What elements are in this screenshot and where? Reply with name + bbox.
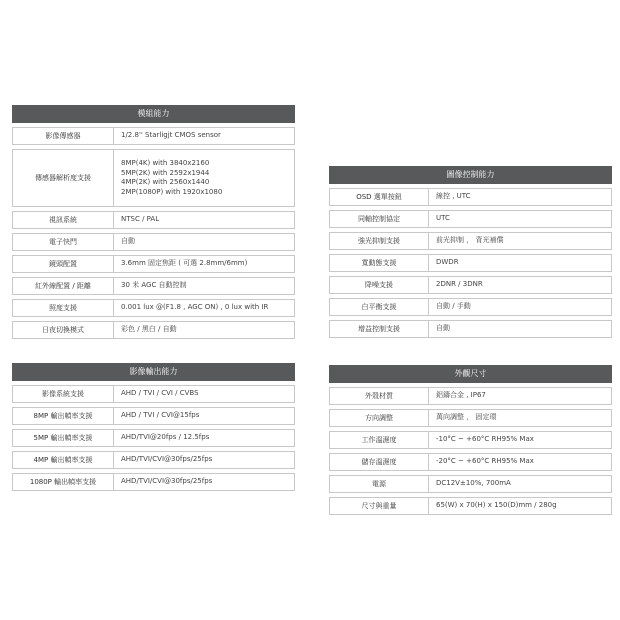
spec-label: 鏡頭配置: [13, 256, 114, 272]
spec-label: 視訊系統: [13, 212, 114, 228]
spec-label: 電源: [330, 476, 429, 492]
spec-value: 自動: [436, 324, 450, 333]
spec-row: [12, 429, 295, 447]
spec-label: 降噪支援: [330, 277, 429, 293]
spec-label: 影像系統支援: [13, 386, 114, 402]
spec-label: 增益控制支援: [330, 321, 429, 337]
spec-label: 儲存溫濕度: [330, 454, 429, 470]
spec-value: 30 米 AGC 自動控制: [121, 281, 187, 290]
spec-value: -10°C ~ +60°C RH95% Max: [436, 435, 534, 444]
spec-value: 前光抑制 ， 背光補償: [436, 236, 504, 245]
spec-label: 同軸控制協定: [330, 211, 429, 227]
spec-value: 自動 / 手動: [436, 302, 471, 311]
spec-row: [12, 385, 295, 403]
spec-row: [329, 232, 612, 250]
spec-row: [329, 497, 612, 515]
appearance-panel: [329, 365, 612, 515]
spec-row: [329, 210, 612, 228]
spec-value: UTC: [436, 214, 450, 223]
spec-label: 電子快門: [13, 234, 114, 250]
spec-row: [12, 299, 295, 317]
spec-label: 白平衡支援: [330, 299, 429, 315]
appearance-header: 外觀尺寸: [329, 365, 612, 383]
spec-row: [329, 276, 612, 294]
spec-value: 鋁鑄合金 , IP67: [436, 391, 486, 400]
output-header: 影像輸出能力: [12, 363, 295, 381]
spec-row: [329, 431, 612, 449]
spec-row: [329, 254, 612, 272]
module-header: 模組能力: [12, 105, 295, 123]
spec-label: 8MP 輸出幀率支援: [13, 408, 114, 424]
spec-value: AHD/TVI/CVI@30fps/25fps: [121, 455, 213, 464]
spec-value: -20°C ~ +60°C RH95% Max: [436, 457, 534, 466]
spec-row: [12, 127, 295, 145]
spec-row: [329, 188, 612, 206]
spec-value: DWDR: [436, 258, 459, 267]
spec-row: [12, 407, 295, 425]
spec-value: 自動: [121, 237, 135, 246]
spec-value: 65(W) x 70(H) x 150(D)mm / 280g: [436, 501, 557, 510]
spec-label: 1080P 輸出幀率支援: [13, 474, 114, 490]
spec-label: 強光抑制支援: [330, 233, 429, 249]
spec-value: AHD / TVI / CVI@15fps: [121, 411, 200, 420]
spec-value: 1/2.8'' Starligjt CMOS sensor: [121, 131, 221, 140]
spec-label: 紅外線配置 / 距離: [13, 278, 114, 294]
spec-row: [12, 451, 295, 469]
spec-row: [12, 149, 295, 207]
spec-label: 寬動態支援: [330, 255, 429, 271]
spec-label: 4MP 輸出幀率支援: [13, 452, 114, 468]
spec-label: 外殼材質: [330, 388, 429, 404]
spec-row: [329, 320, 612, 338]
spec-value: AHD/TVI@20fps / 12.5fps: [121, 433, 210, 442]
spec-value: 線控 , UTC: [436, 192, 471, 201]
spec-row: [12, 277, 295, 295]
spec-row: [12, 233, 295, 251]
spec-row: [12, 255, 295, 273]
spec-label: 影像傳感器: [13, 128, 114, 144]
spec-row: [329, 453, 612, 471]
spec-row: [329, 298, 612, 316]
spec-value: 3.6mm 固定焦距 ( 可選 2.8mm/6mm): [121, 259, 248, 268]
image-control-panel: [329, 166, 612, 338]
spec-value: 彩色 / 黑白 / 自動: [121, 325, 177, 334]
spec-value: 8MP(4K) with 3840x2160 5MP(2K) with 2592x1944 4MP(2K) with 2560x1440 2MP(1080P) with 1920x1080: [121, 159, 223, 196]
spec-row: [329, 475, 612, 493]
spec-value: 0.001 lux @(F1.8 , AGC ON) , 0 lux with IR: [121, 303, 269, 312]
spec-value: 萬向調整 ， 固定環: [436, 413, 497, 422]
spec-row: [12, 321, 295, 339]
spec-label: 日夜切換模式: [13, 322, 114, 338]
spec-value: AHD / TVI / CVI / CVBS: [121, 389, 199, 398]
spec-label: 工作溫濕度: [330, 432, 429, 448]
spec-value: 2DNR / 3DNR: [436, 280, 483, 289]
image-control-header: 圖像控制能力: [329, 166, 612, 184]
spec-row: [329, 409, 612, 427]
spec-label: 方向調整: [330, 410, 429, 426]
spec-label: OSD 選單按鈕: [330, 189, 429, 205]
spec-row: [12, 211, 295, 229]
spec-row: [329, 387, 612, 405]
spec-label: 傳感器解析度支援: [13, 150, 114, 206]
spec-value: NTSC / PAL: [121, 215, 160, 224]
spec-label: 尺寸與重量: [330, 498, 429, 514]
spec-row: [12, 473, 295, 491]
spec-value: AHD/TVI/CVI@30fps/25fps: [121, 477, 213, 486]
output-panel: [12, 363, 295, 491]
spec-value: DC12V±10%, 700mA: [436, 479, 511, 488]
spec-label: 照度支援: [13, 300, 114, 316]
spec-label: 5MP 輸出幀率支援: [13, 430, 114, 446]
module-panel: [12, 105, 295, 339]
